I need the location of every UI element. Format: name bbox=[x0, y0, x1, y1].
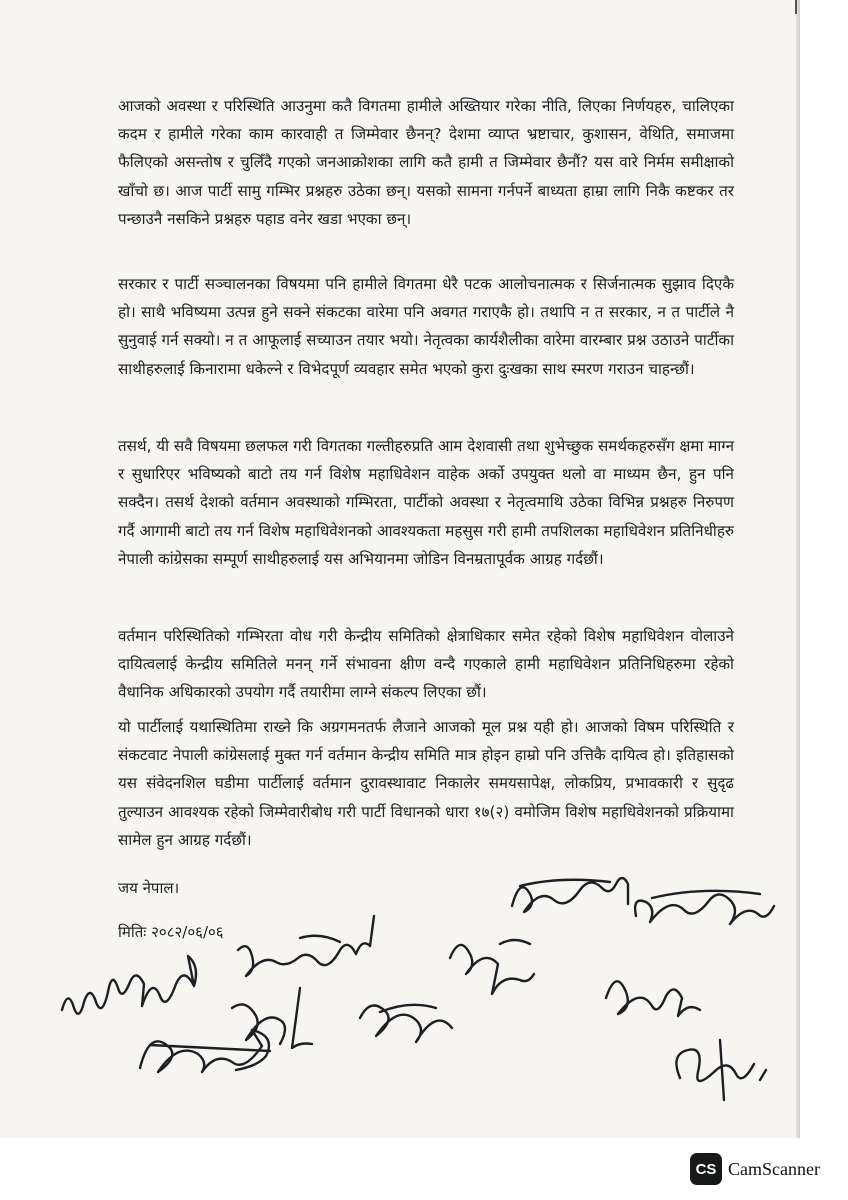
camscanner-brand: CamScanner bbox=[728, 1158, 820, 1179]
paragraph-5: यो पार्टीलाई यथास्थितिमा राख्ने कि अग्रगमनतर्फ लैजाने आजको मूल प्रश्न यही हो। आजको विषम परिस्थिति र संकटवाट नेपाली कांग्रेसलाई मुक्त गर्न वर्तमान केन्द्रीय समिति मात्र होइन हाम्रो पनि उत्तिकै दायित्व हो। इतिहासको यस संवेदनशिल घडीमा पार्टीलाई वर्तमान दुरावस्थावाट निकालेर समयसापेक्ष, लोकप्रिय, प्रभावकारी र सुदृढ तुल्याउन आवश्यक रहेको जिम्मेवारीबोध गरी पार्टी विधानको धारा १७(२) वमोजिम विशेष महाधिवेशनको प्रक्रियामा सामेल हुन आग्रह गर्दछौं। bbox=[118, 718, 734, 849]
camscanner-logo-icon: CS bbox=[690, 1153, 722, 1185]
signature-8 bbox=[635, 891, 774, 924]
signature-5 bbox=[360, 1005, 452, 1042]
page-edge-mark bbox=[795, 0, 797, 14]
signature-10 bbox=[676, 1040, 766, 1100]
date-line: मितिः २०८२/०६/०६ bbox=[118, 923, 224, 941]
signatures bbox=[0, 840, 800, 1138]
signature-9 bbox=[606, 981, 700, 1016]
scanner-watermark bbox=[690, 1152, 820, 1186]
signature-4 bbox=[232, 988, 312, 1048]
signature-7 bbox=[512, 878, 628, 912]
closing-salutation: जय नेपाल। bbox=[118, 879, 180, 897]
signature-3 bbox=[238, 916, 374, 976]
signature-6 bbox=[450, 940, 534, 994]
paragraph-2: सरकार र पार्टी सञ्चालनका विषयमा पनि हामीले विगतमा धेरै पटक आलोचनात्मक र सिर्जनात्मक सुझाव दिएकै हो। साथै भविष्यमा उत्पन्न हुने सक्ने संकटका वारेमा पनि अवगत गराएकै हो। तथापि न त सरकार, न त पार्टीले नै सुनुवाई गर्न सक्यो। न त आफूलाई सच्याउन तयार भयो। नेतृत्वका कार्यशैलीका वारेमा वारम्बार प्रश्न उठाउने पार्टीका साथीहरुलाई किनारामा धकेल्ने र विभेदपूर्ण व्यवहार समेत भएको कुरा दुःखका साथ स्मरण गराउन चाहन्छौं। bbox=[118, 275, 734, 378]
paragraph-4: वर्तमान परिस्थितिको गम्भिरता वोध गरी केन्द्रीय समितिको क्षेत्राधिकार समेत रहेको विशेष महाधिवेशन वोलाउने दायित्वलाई केन्द्रीय समितिले मनन् गर्ने संभावना क्षीण वन्दै गएकाले हामी महाधिवेशन प्रतिनिधिहरुमा रहेको वैधानिक अधिकारको उपयोग गर्दै तयारीमा लाग्ने संकल्प लिएका छौं। bbox=[118, 627, 734, 702]
signature-1 bbox=[62, 956, 196, 1014]
paragraph-3: तसर्थ, यी सवै विषयमा छलफल गरी विगतका गल्तीहरुप्रति आम देशवासी तथा शुभेच्छुक समर्थकहरुसँग क्षमा माग्न र सुधारिएर भविष्यको बाटो तय गर्न विशेष महाधिवेशन वाहेक अर्को उपयुक्त थलो वा माध्यम छैन, हुन पनि सक्दैन। तसर्थ देशको वर्तमान अवस्थाको गम्भिरता, पार्टीको अवस्था र नेतृत्वमाथि उठेका विभिन्न प्रश्नहरु निरुपण गर्दै आगामी बाटो तय गर्न विशेष महाधिवेशनको आवश्यकता महसुस गरी हामी तपशिलका महाधिवेशन प्रतिनिधीहरु नेपाली कांग्रेसका सम्पूर्ण साथीहरुलाई यस अभियानमा जोडिन विनम्रतापूर्वक आग्रह गर्दछौं। bbox=[118, 437, 734, 568]
paragraph-1: आजको अवस्था र परिस्थिति आउनुमा कतै विगतमा हामीले अख्तियार गरेका नीति, लिएका निर्णयहरु, चालिएका कदम र हामीले गरेका काम कारवाही त जिम्मेवार छैनन्? देशमा व्याप्त भ्रष्टाचार, कुशासन, वेथिति, समाजमा फैलिएको असन्तोष र चुलिँदै गएको जनआक्रोशका लागि कतै हामी त जिम्मेवार छैनौं? यस वारे निर्मम समीक्षाको खाँचो छ। आज पार्टी सामु गम्भिर प्रश्नहरु उठेका छन्। यसको सामना गर्नपर्ने बाध्यता हाम्रा लागि निकै कष्टकर तर पन्छाउनै नसकिने प्रश्नहरु पहाड वनेर खडा भएका छन्। bbox=[118, 97, 734, 228]
